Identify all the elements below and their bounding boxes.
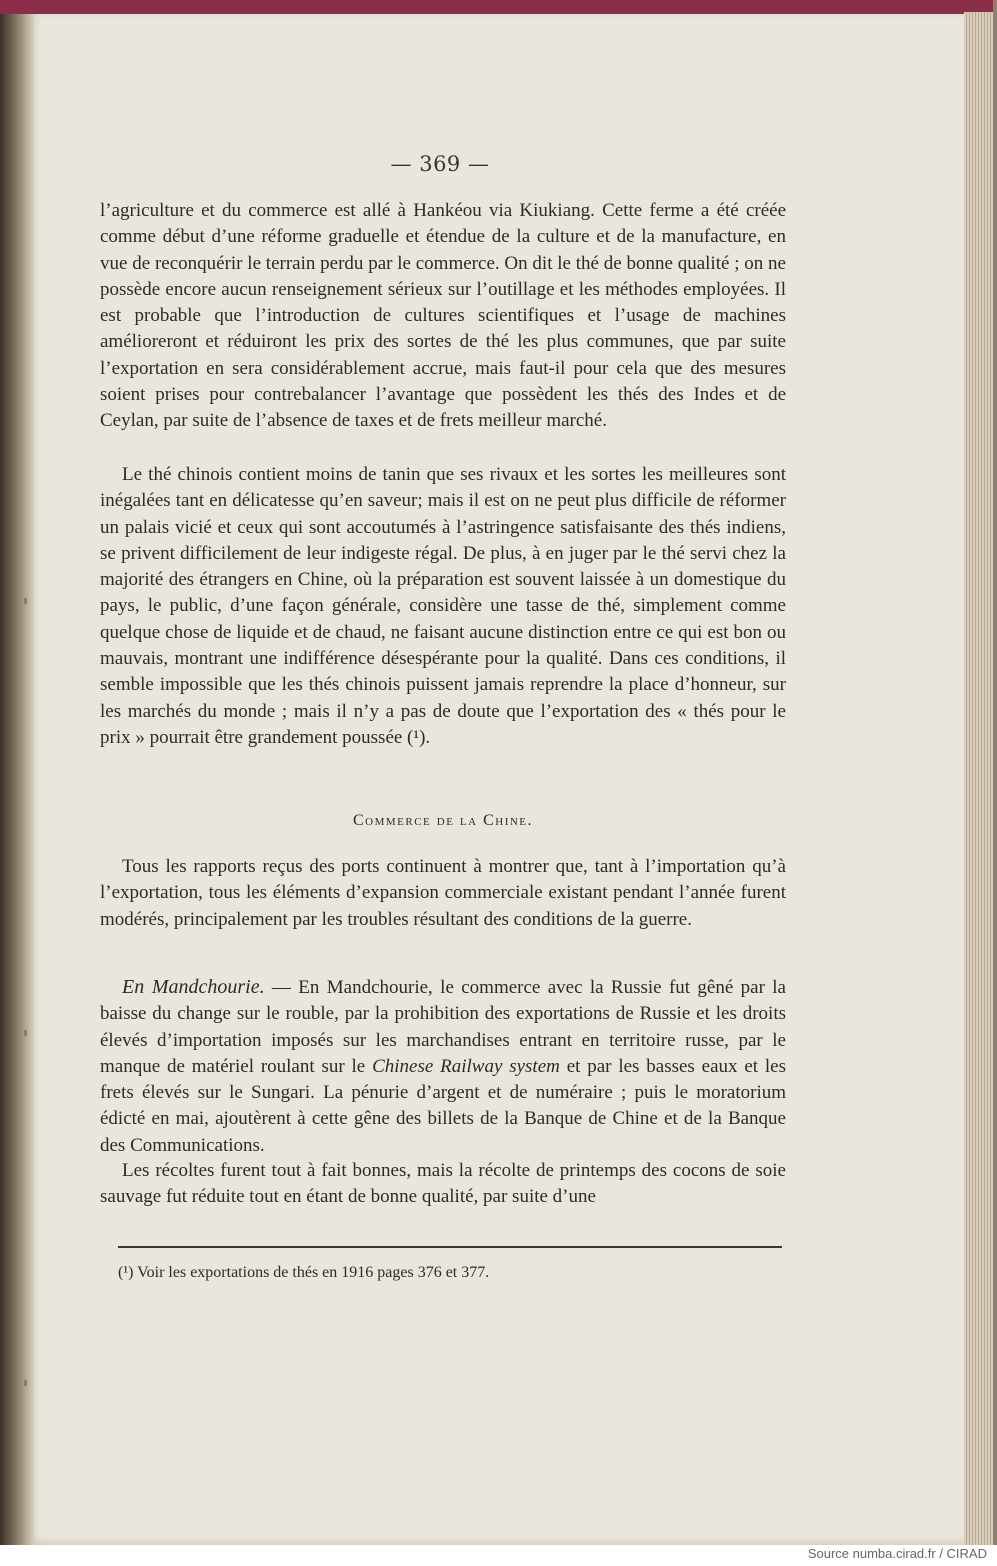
spine-shadow (0, 0, 34, 1545)
page-number: — 369 — (390, 152, 490, 176)
section-heading: Commerce de la Chine. (352, 812, 534, 829)
footnote-rule (118, 1246, 782, 1248)
margin-mark (24, 1380, 27, 1386)
paragraph-commerce: Tous les rapports reçus des ports continuent à montrer que, tant à l’importation qu’à l’exportation, tous les éléments d’expansion commerciale existant pendant l’année furent modérés, principalement par les troubles résultant des conditions de la guerre. (100, 856, 786, 930)
run-in-heading-manchuria: En Mandchourie. (122, 976, 265, 998)
paragraph-continued: l’agriculture et du commerce est allé à Hankéou via Kiukiang. Cette ferme a été créée comme début d’une réforme graduelle et étendue de la culture et de la manufacture, en vue de reconquérir le terrain perdu par le commerce. On dit le thé de bonne qualité ; on ne possède encore aucun renseignement sérieux sur l’outillage et les méthodes employées. Il est probable que l’introduction de cultures scientifiques et l’usage de machines amélioreront et réduiront les prix des sortes de thé les plus communes, que par suite l’exportation en sera considérablement accrue, mais faut-il pour cela que des mesures soient prises pour contrebalancer l’avantage que possèdent les thés des Indes et de Ceylan, par suite de l’absence de taxes et de frets meilleur marché. (100, 200, 786, 432)
manchuria-text-after: et par les basses eaux et les frets élevés sur le Sungari. La pénurie d’argent et de numéraire ; puis le moratorium édicté en mai, ajoutèrent à cette gêne des billets de la Banque de Chine et de la Banque des Communications. (100, 1055, 787, 1156)
source-credit: Source numba.cirad.fr / CIRAD (807, 1546, 987, 1561)
paragraph-chinese-tea: Le thé chinois contient moins de tanin que ses rivaux et les sortes les meilleures sont inégalées tant en délicatesse qu’en saveur; mais il est on ne peut plus difficile de réformer un palais vicié et ceux qui sont accoutumés à l’astringence satisfaisante des thés indiens, se privent difficilement de leur indigeste régal. De plus, à en juger par le thé servi chez la majorité des étrangers en Chine, où la préparation est souvent laissée à un domestique du pays, le public, d’une façon générale, considère une tasse de thé, simplement comme quelque chose de liquide et de chaud, ne faisant aucune distinction entre ce qui est bon ou mauvais, montrant une indifférence désespérante pour la qualité. Dans ces conditions, il semble impossible que les thés chinois puissent jamais reprendre la place d’honneur, sur les marchés du monde ; mais il n’y a pas de doute que l’exportation des « thés pour le prix » pourrait être grandement poussée (¹). (100, 464, 786, 748)
manchuria-text-before: — En Mandchourie, le commerce avec la Russie fut gêné par la baisse du change sur le rouble, par la prohibition des exportations de Russie et les droits élevés d’importation imposés sur les marchandises entrant en territoire russe, par le manque de matériel roulant sur le (100, 977, 786, 1077)
ribbon-marker (0, 0, 997, 14)
paragraph-manchuria (100, 974, 786, 1159)
book-edge (993, 0, 997, 1545)
italic-term: Chinese Railway system (372, 1055, 560, 1077)
margin-mark (24, 1030, 27, 1036)
paragraph-harvest: Les récoltes furent tout à fait bonnes, mais la récolte de printemps des cocons de soie sauvage fut réduite tout en étant de bonne qualité, par suite d’une (100, 1160, 786, 1208)
footnote: (¹) Voir les exportations de thés en 1916 pages 376 et 377. (118, 1264, 490, 1281)
margin-mark (24, 598, 27, 604)
